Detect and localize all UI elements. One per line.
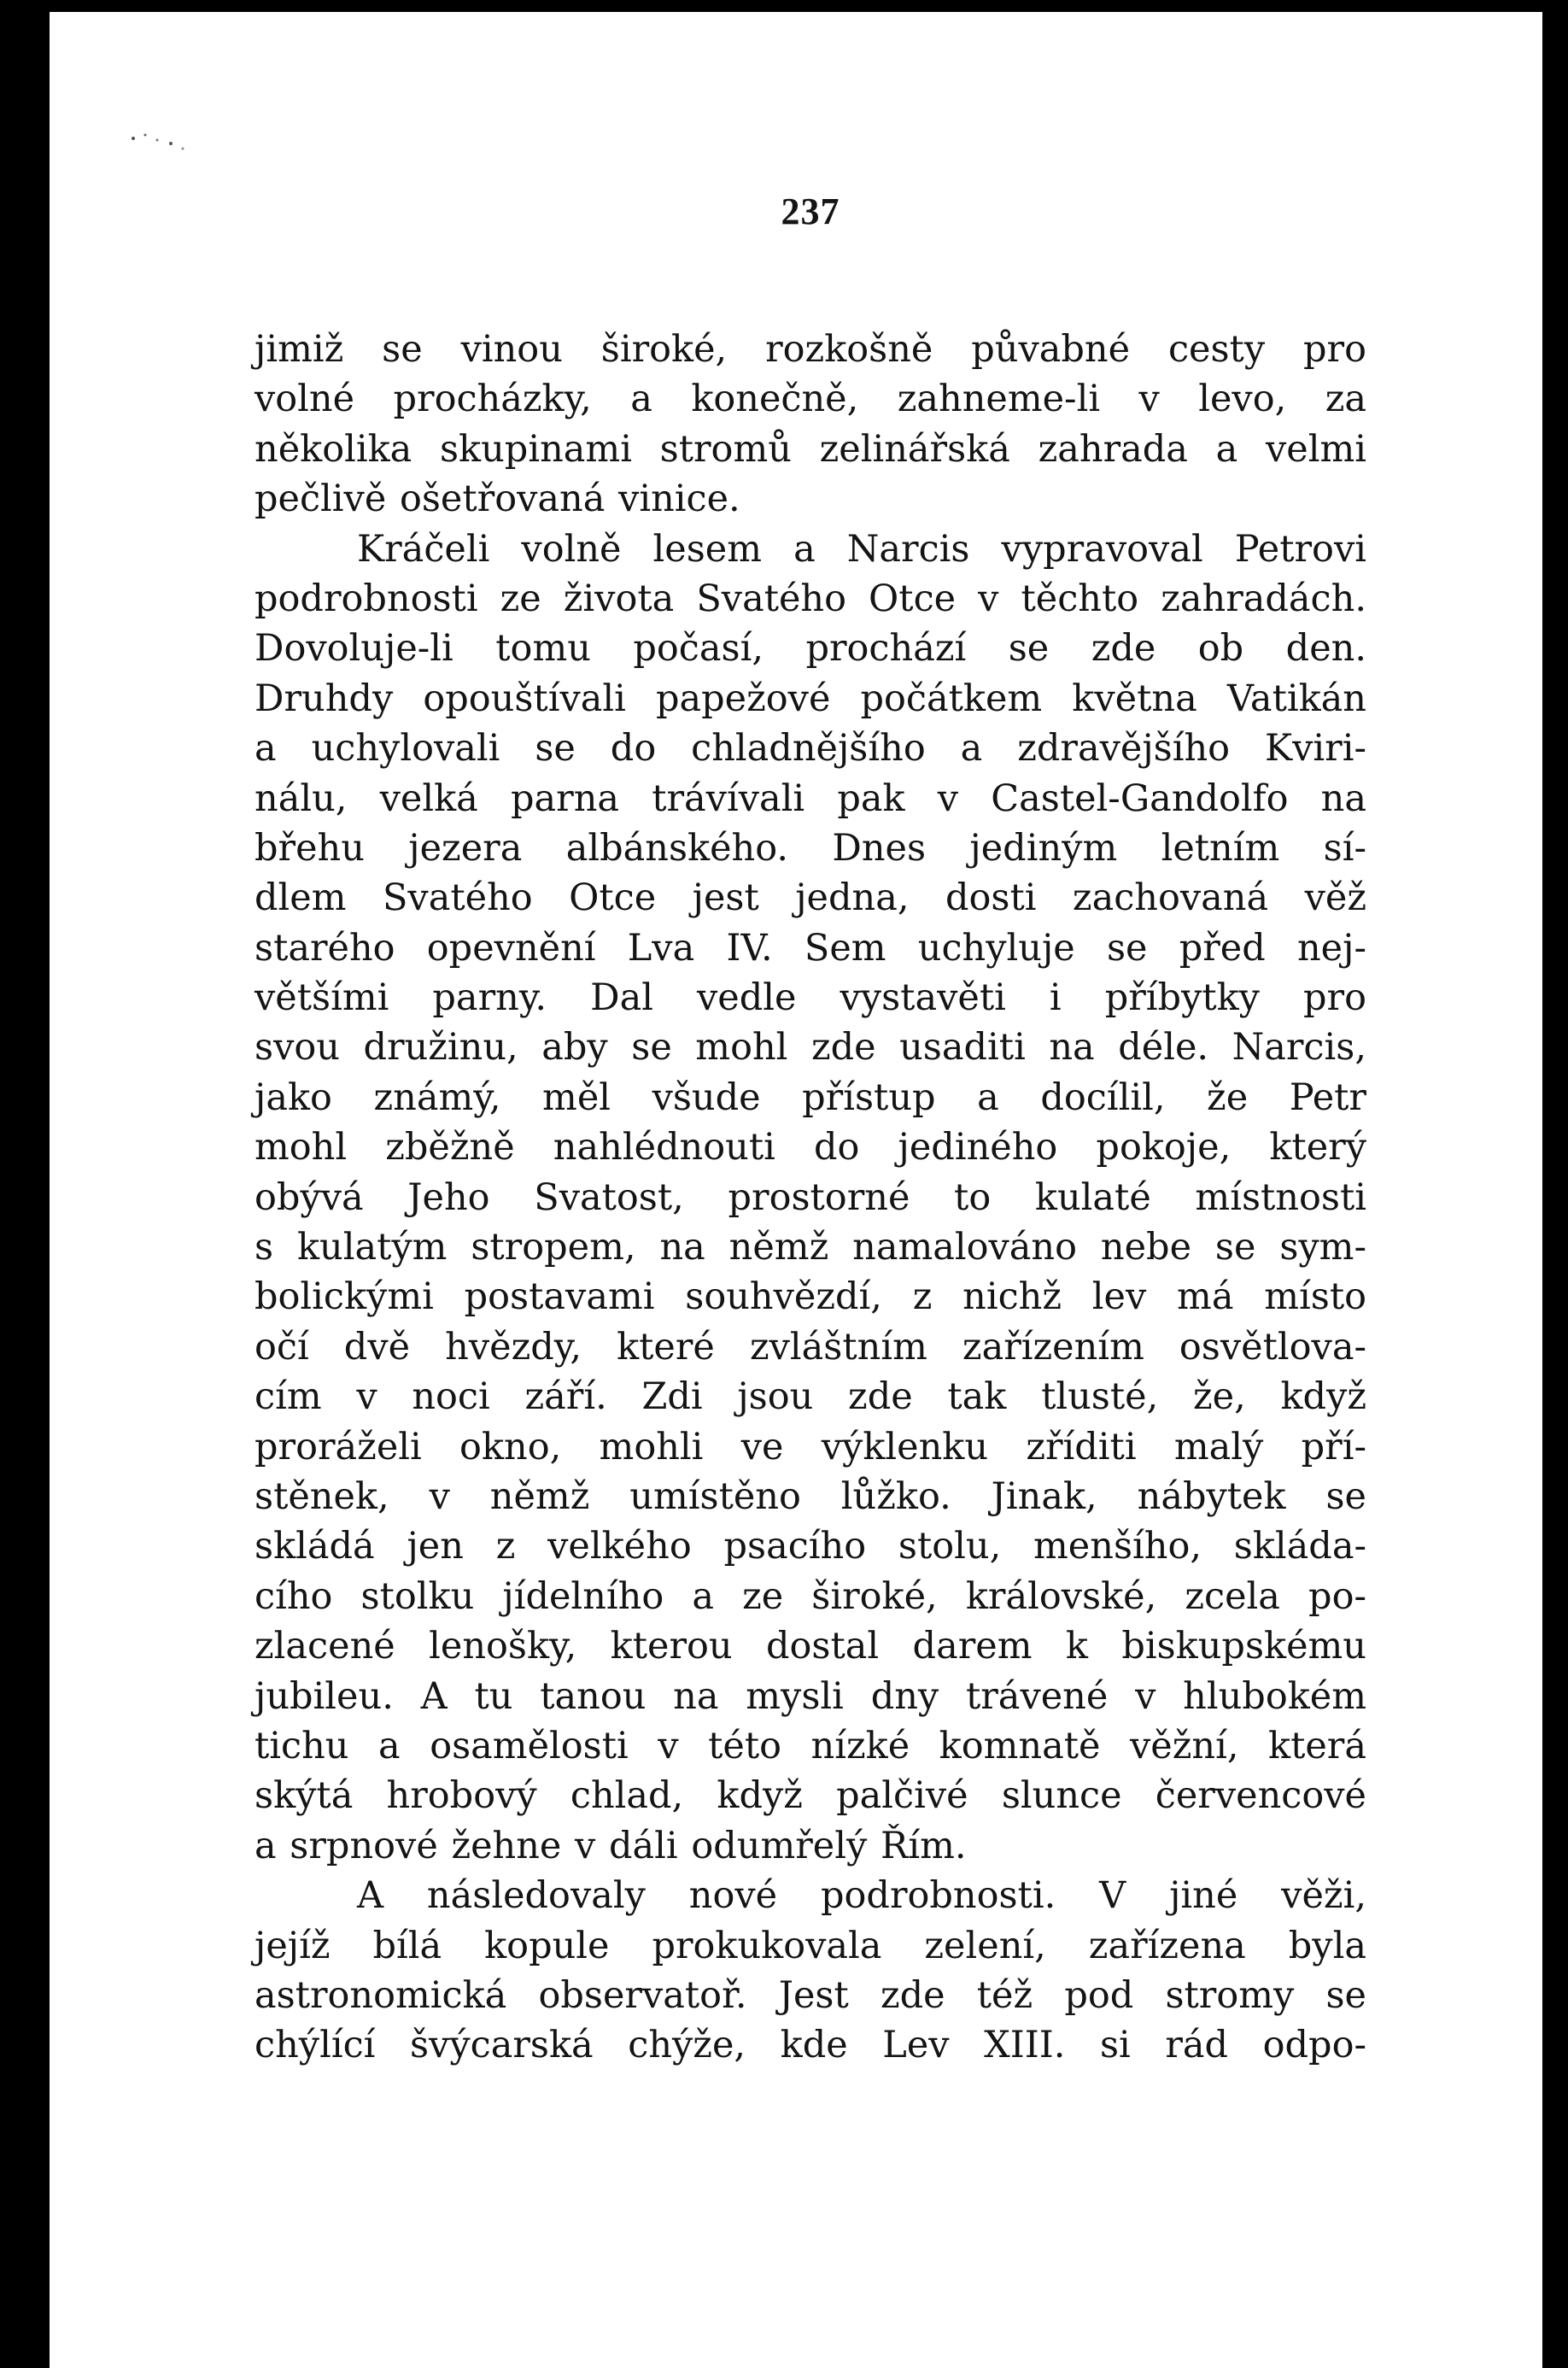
text-line: Kráčeli volně lesem a Narcis vypravoval Petrovi [357,527,1366,571]
text-line: obývá Jeho Svatost, prostorné to kulaté místnosti [255,1175,1366,1219]
text-line: zlacené lenošky, kterou dostal darem k biskupskému [255,1625,1366,1668]
text-line: astronomická observatoř. Jest zde též pod stromy se [255,1973,1366,2017]
book-page [255,171,1366,2306]
text-line: A následovaly nové podrobnosti. V jiné věži, [357,1874,1366,1918]
text-line: pečlivě ošetřovaná vinice. [255,478,740,521]
page-number: 237 [781,190,840,232]
text-line: cího stolku jídelního a ze široké, královské, zcela po- [255,1574,1366,1618]
text-line: s kulatým stropem, na němž namalováno nebe se sym- [255,1226,1366,1269]
text-line: mohl zběžně nahlédnouti do jediného pokoje, který [255,1126,1366,1169]
scan-border-top [0,0,1568,12]
text-line: nálu, velká parna trávívali pak v Castel-Gandolfo na [255,777,1366,820]
text-line: jimiž se vinou široké, rozkošně půvabné cesty pro [255,328,1366,371]
text-line: svou družinu, aby se mohl zde usaditi na déle. Narcis, [255,1026,1366,1070]
text-line: břehu jezera albánského. Dnes jediným letním sí- [255,826,1366,870]
text-line: a uchylovali se do chladnějšího a zdravějšího Kviri- [255,727,1366,771]
text-line: Druhdy opouštívali papežové počátkem května Vatikán [255,677,1366,720]
text-line: jejíž bílá kopule prokukovala zelení, zařízena byla [255,1924,1366,1967]
body-text [255,325,1366,2071]
text-line: několika skupinami stromů zelinářská zahrada a velmi [255,427,1366,471]
text-line: volné procházky, a konečně, zahneme-li v levo, za [255,378,1366,421]
scan-dust-specks [128,128,196,162]
text-line: tichu a osamělosti v této nízké komnatě věžní, která [255,1724,1366,1767]
text-line: starého opevnění Lva IV. Sem uchyluje se před nej- [255,926,1366,970]
text-line: stěnek, v němž umístěno lůžko. Jinak, nábytek se [255,1474,1366,1518]
scan-border-left [0,0,50,2368]
text-line: proráželi okno, mohli ve výklenku zříditi malý pří- [255,1425,1366,1468]
text-line: očí dvě hvězdy, které zvláštním zařízením osvětlova- [255,1325,1366,1369]
text-line: jubileu. A tu tanou na mysli dny trávené v hlubokém [255,1674,1366,1718]
text-line: jako známý, měl všude přístup a docílil, že Petr [255,1076,1366,1119]
text-line: dlem Svatého Otce jest jedna, dosti zachovaná věž [255,876,1366,920]
text-line: cím v noci září. Zdi jsou zde tak tlusté, že, když [255,1375,1366,1419]
text-line: většími parny. Dal vedle vystavěti i příbytky pro [255,976,1366,1020]
text-line: a srpnové žehne v dáli odumřelý Řím. [255,1824,967,1867]
text-line: skládá jen z velkého psacího stolu, menšího, skláda- [255,1525,1366,1568]
text-line: bolickými postavami souhvězdí, z nichž lev má místo [255,1275,1366,1319]
scan-border-right [1542,0,1568,2368]
text-line: podrobnosti ze života Svatého Otce v těchto zahradách. [255,577,1366,620]
text-line: chýlící švýcarská chýže, kde Lev XIII. si rád odpo- [255,2024,1366,2067]
text-line: Dovoluje-li tomu počasí, prochází se zde ob den. [255,627,1366,671]
text-line: skýtá hrobový chlad, když palčivé slunce červencové [255,1774,1366,1818]
